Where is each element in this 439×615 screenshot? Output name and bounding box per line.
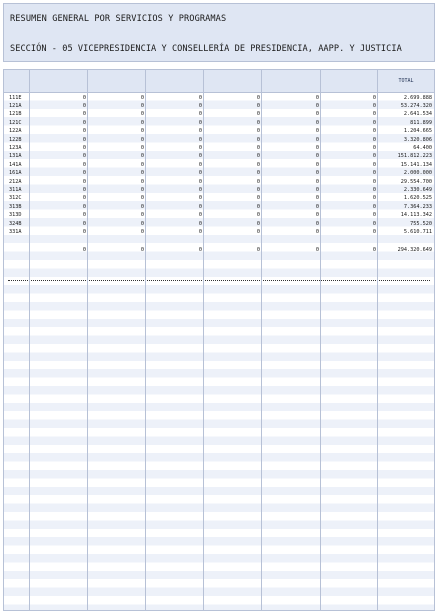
cell-value: 0: [256, 212, 260, 219]
table-row: [4, 211, 434, 219]
cell-value: 0: [82, 170, 86, 177]
cell-value: 0: [315, 136, 319, 143]
cell-value: 0: [372, 203, 376, 210]
program-code: 331A: [9, 228, 22, 235]
program-code: 324B: [9, 220, 22, 227]
cell-value: 0: [198, 246, 202, 253]
table-row: [4, 178, 434, 186]
total-value: 151.812.223: [397, 153, 432, 160]
table-row: [4, 144, 434, 152]
table-row: [4, 194, 434, 202]
program-code: 122A: [9, 128, 22, 135]
total-value: 29.554.700: [400, 178, 432, 185]
total-value: 1.620.525: [403, 195, 432, 202]
cell-value: 0: [315, 128, 319, 135]
totals-row: [4, 246, 434, 254]
cell-value: 0: [256, 161, 260, 168]
cell-value: 0: [372, 228, 376, 235]
column-header: TOTAL: [398, 78, 414, 84]
cell-value: 0: [256, 128, 260, 135]
total-value: 7.364.233: [403, 203, 432, 210]
total-value: 755.520: [410, 220, 432, 227]
cell-value: 0: [198, 111, 202, 118]
cell-value: 0: [198, 153, 202, 160]
total-value: 5.610.711: [403, 228, 432, 235]
cell-value: 0: [372, 144, 376, 151]
summary-table: [3, 69, 435, 611]
cell-value: 0: [82, 102, 86, 109]
cell-value: 0: [315, 212, 319, 219]
cell-value: 0: [140, 119, 144, 126]
cell-value: 0: [82, 178, 86, 185]
cell-value: 0: [82, 128, 86, 135]
cell-value: 0: [198, 186, 202, 193]
cell-value: 0: [372, 119, 376, 126]
total-value: 294.320.649: [397, 246, 432, 253]
table-row: [4, 169, 434, 177]
cell-value: 0: [256, 144, 260, 151]
table-row: [4, 228, 434, 236]
cell-value: 0: [315, 220, 319, 227]
cell-value: 0: [372, 102, 376, 109]
cell-value: 0: [372, 212, 376, 219]
cell-value: 0: [140, 186, 144, 193]
total-value: 1.204.665: [403, 128, 432, 135]
cell-value: 0: [198, 128, 202, 135]
cell-value: 0: [82, 186, 86, 193]
cell-value: 0: [140, 128, 144, 135]
program-code: 122B: [9, 136, 22, 143]
cell-value: 0: [315, 203, 319, 210]
cell-value: 0: [140, 178, 144, 185]
cell-value: 0: [372, 246, 376, 253]
table-row: [4, 220, 434, 228]
cell-value: 0: [198, 178, 202, 185]
cell-value: 0: [140, 144, 144, 151]
cell-value: 0: [315, 161, 319, 168]
cell-value: 0: [140, 220, 144, 227]
cell-value: 0: [82, 119, 86, 126]
cell-value: 0: [256, 203, 260, 210]
table-row: [4, 94, 434, 102]
cell-value: 0: [198, 220, 202, 227]
program-code: 313D: [9, 212, 22, 219]
cell-value: 0: [315, 170, 319, 177]
total-value: 811.899: [410, 119, 432, 126]
cell-value: 0: [82, 94, 86, 101]
cell-value: 0: [198, 136, 202, 143]
cell-value: 0: [198, 119, 202, 126]
cell-value: 0: [82, 220, 86, 227]
program-code: 311A: [9, 186, 22, 193]
cell-value: 0: [140, 136, 144, 143]
program-code: 141A: [9, 161, 22, 168]
cell-value: 0: [140, 212, 144, 219]
cell-value: 0: [372, 195, 376, 202]
cell-value: 0: [315, 94, 319, 101]
table-row: [4, 186, 434, 194]
cell-value: 0: [315, 102, 319, 109]
cell-value: 0: [198, 228, 202, 235]
cell-value: 0: [372, 153, 376, 160]
report-header: [3, 3, 435, 62]
cell-value: 0: [256, 178, 260, 185]
report-section: SECCIÓN - 05 VICEPRESIDENCIA Y CONSELLERÍA DE PRESIDENCIA, AAPP. Y JUSTICIA: [10, 44, 402, 54]
table-row: [4, 136, 434, 144]
cell-value: 0: [82, 111, 86, 118]
program-code: 312C: [9, 195, 22, 202]
total-value: 2.000.000: [403, 170, 432, 177]
cell-value: 0: [256, 153, 260, 160]
cell-value: 0: [140, 170, 144, 177]
cell-value: 0: [140, 246, 144, 253]
cell-value: 0: [315, 246, 319, 253]
cell-value: 0: [372, 178, 376, 185]
cell-value: 0: [256, 246, 260, 253]
total-value: 64.400: [413, 144, 432, 151]
table-row: [4, 203, 434, 211]
cell-value: 0: [315, 186, 319, 193]
cell-value: 0: [315, 144, 319, 151]
cell-value: 0: [140, 102, 144, 109]
cell-value: 0: [140, 228, 144, 235]
cell-value: 0: [198, 195, 202, 202]
total-value: 2.641.534: [403, 111, 432, 118]
cell-value: 0: [82, 246, 86, 253]
cell-value: 0: [82, 136, 86, 143]
cell-value: 0: [198, 203, 202, 210]
total-value: 15.141.134: [400, 161, 432, 168]
cell-value: 0: [256, 220, 260, 227]
cell-value: 0: [256, 102, 260, 109]
cell-value: 0: [82, 212, 86, 219]
cell-value: 0: [140, 203, 144, 210]
table-row: [4, 152, 434, 160]
cell-value: 0: [140, 94, 144, 101]
cell-value: 0: [140, 111, 144, 118]
report-title: RESUMEN GENERAL POR SERVICIOS Y PROGRAMAS: [10, 14, 227, 24]
totals-separator: [8, 280, 430, 281]
cell-value: 0: [198, 161, 202, 168]
cell-value: 0: [256, 170, 260, 177]
cell-value: 0: [256, 94, 260, 101]
cell-value: 0: [140, 195, 144, 202]
cell-value: 0: [140, 161, 144, 168]
table-row: [4, 110, 434, 118]
cell-value: 0: [82, 228, 86, 235]
table-row: [4, 102, 434, 110]
table-row: [4, 161, 434, 169]
program-code: 121C: [9, 119, 22, 126]
cell-value: 0: [372, 220, 376, 227]
cell-value: 0: [372, 128, 376, 135]
cell-value: 0: [256, 119, 260, 126]
table-row: [4, 127, 434, 135]
program-code: 131A: [9, 153, 22, 160]
cell-value: 0: [198, 144, 202, 151]
cell-value: 0: [140, 153, 144, 160]
cell-value: 0: [82, 161, 86, 168]
program-code: 111E: [9, 94, 22, 101]
cell-value: 0: [372, 94, 376, 101]
total-value: 3.320.806: [403, 136, 432, 143]
cell-value: 0: [256, 136, 260, 143]
cell-value: 0: [372, 161, 376, 168]
cell-value: 0: [256, 186, 260, 193]
program-code: 123A: [9, 144, 22, 151]
program-code: 161A: [9, 170, 22, 177]
cell-value: 0: [82, 203, 86, 210]
cell-value: 0: [372, 136, 376, 143]
total-value: 2.330.649: [403, 186, 432, 193]
cell-value: 0: [82, 153, 86, 160]
table-row: [4, 119, 434, 127]
cell-value: 0: [372, 111, 376, 118]
total-value: 53.274.320: [400, 102, 432, 109]
program-code: 212A: [9, 178, 22, 185]
cell-value: 0: [372, 170, 376, 177]
cell-value: 0: [198, 102, 202, 109]
cell-value: 0: [315, 178, 319, 185]
cell-value: 0: [315, 111, 319, 118]
program-code: 121A: [9, 102, 22, 109]
cell-value: 0: [315, 153, 319, 160]
total-value: 2.699.888: [403, 94, 432, 101]
total-value: 14.113.342: [400, 212, 432, 219]
cell-value: 0: [315, 228, 319, 235]
program-code: 121B: [9, 111, 22, 118]
cell-value: 0: [198, 94, 202, 101]
cell-value: 0: [256, 228, 260, 235]
cell-value: 0: [82, 144, 86, 151]
cell-value: 0: [256, 111, 260, 118]
table-header-row: [4, 70, 434, 93]
cell-value: 0: [315, 119, 319, 126]
cell-value: 0: [256, 195, 260, 202]
cell-value: 0: [372, 186, 376, 193]
cell-value: 0: [198, 212, 202, 219]
cell-value: 0: [315, 195, 319, 202]
cell-value: 0: [198, 170, 202, 177]
cell-value: 0: [82, 195, 86, 202]
program-code: 313B: [9, 203, 22, 210]
